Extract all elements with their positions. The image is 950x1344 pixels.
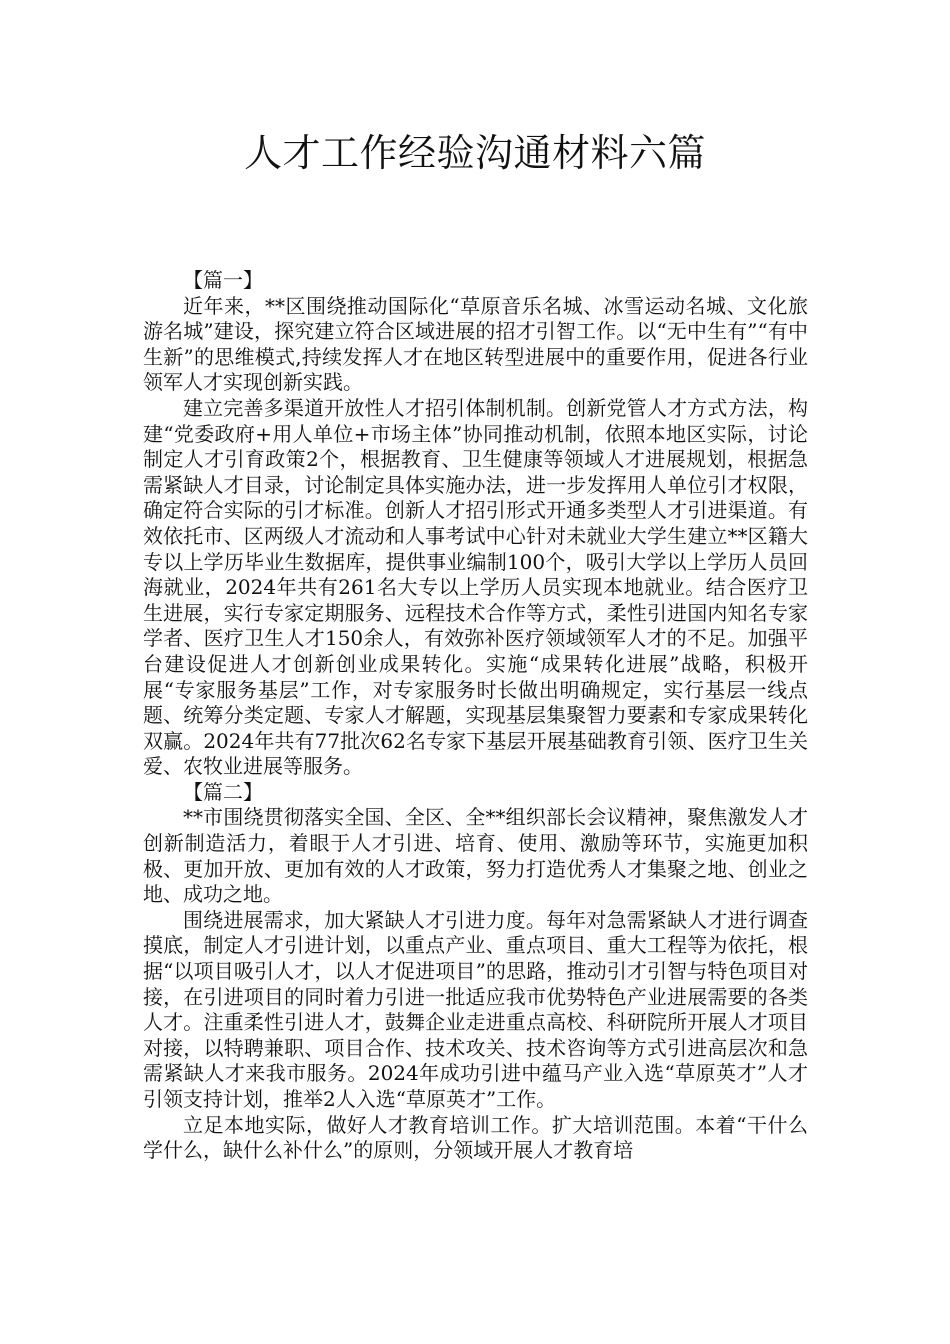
document-title: 人才工作经验沟通材料六篇 [243,131,706,175]
paragraph: 围绕进展需求，加大紧缺人才引进力度。每年对急需紧缺人才进行调查摸底，制定人才引进计划，以重点产业、重点项目、重大工程等为依托，根据“以项目吸引人才，以人才促进项目”的思路，推动引才引智与特色项目对接，在引进项目的同时着力引进一批适应我市优势特色产业进展需要的各类人才。注重柔性引进人才，鼓舞企业走进重点高校、科研院所开展人才项目对接，以特聘兼职、项目合作、技术攻关、技术咨询等方式引进高层次和急需紧缺人才来我市服务。2024年成功引进中蕴马产业入选“草原英才”人才引领支持计划，推举2人入选“草原英才”工作。 [143,907,808,1111]
paragraph: 近年来，**区围绕推动国际化“草原音乐名城、冰雪运动名城、文化旅游名城”建设，探究建立符合区域进展的招才引智工作。以“无中生有”“有中生新”的思维模式,持续发挥人才在地区转型进展中的重要作用，促进各行业领军人才实现创新实践。 [143,293,808,395]
paragraph: **市围绕贯彻落实全国、全区、全**组织部长会议精神，聚焦激发人才创新制造活力，着眼于人才引进、培育、使用、激励等环节，实施更加积极、更加开放、更加有效的人才政策，努力打造优秀人才集聚之地、创业之地、成功之地。 [143,805,808,907]
paragraph: 建立完善多渠道开放性人才招引体制机制。创新党管人才方式方法，构建“党委政府+用人单位+市场主体”协同推动机制，依照本地区实际，讨论制定人才引育政策2个，根据教育、卫生健康等领域人才进展规划，根据急需紧缺人才目录，讨论制定具体实施办法，进一步发挥用人单位引才权限，确定符合实际的引才标准。创新人才招引形式开通多类型人才引进渠道。有效依托市、区两级人才流动和人事考试中心针对未就业大学生建立**区籍大专以上学历毕业生数据库，提供事业编制100个，吸引大学以上学历人员回海就业，2024年共有261名大专以上学历人员实现本地就业。结合医疗卫生进展，实行专家定期服务、远程技术合作等方式，柔性引进国内知名专家学者、医疗卫生人才150余人，有效弥补医疗领域领军人才的不足。加强平台建设促进人才创新创业成果转化。实施“成果转化进展”战略，积极开展“专家服务基层”工作，对专家服务时长做出明确规定，实行基层一线点题、统筹分类定题、专家人才解题，实现基层集聚智力要素和专家成果转化双赢。2024年共有77批次62名专家下基层开展基础教育引领、医疗卫生关爱、农牧业进展等服务。 [143,395,808,779]
paragraph: 立足本地实际，做好人才教育培训工作。扩大培训范围。本着“干什么学什么，缺什么补什么”的原则，分领域开展人才教育培 [143,1112,808,1163]
section-heading-1: 【篇一】 [183,268,263,292]
section-heading-2: 【篇二】 [183,779,263,804]
document-body [143,268,808,1164]
